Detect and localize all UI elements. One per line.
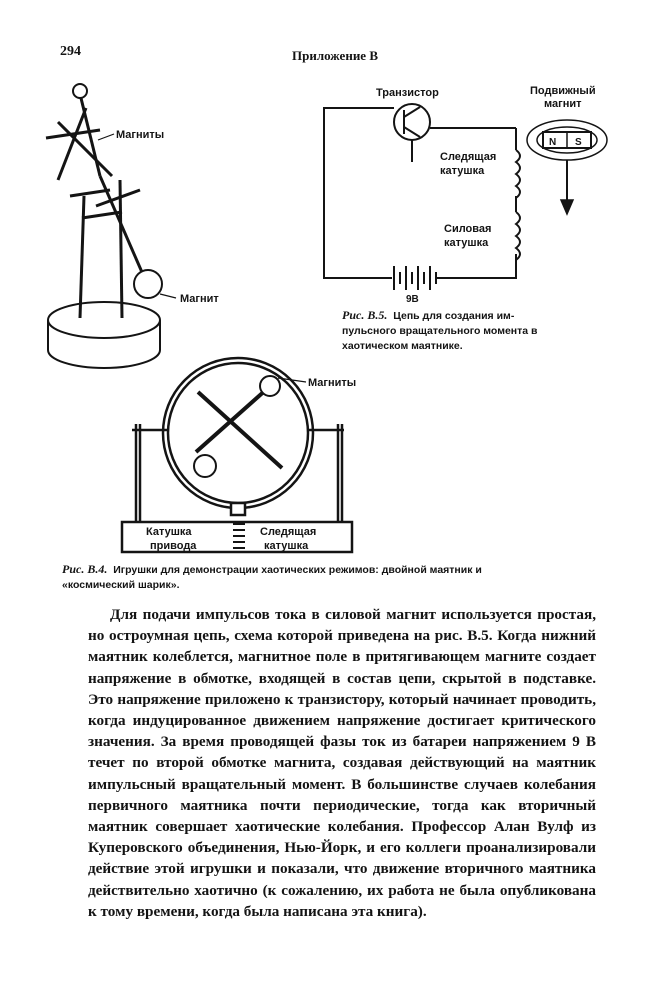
cosmic-ball-ring	[163, 358, 313, 508]
label-tracking-coil-b4-2: катушка	[264, 540, 309, 552]
cosmic-ball-lower-sphere	[194, 455, 216, 477]
label-tracking-coil-2: катушка	[440, 165, 485, 177]
running-head: Приложение В	[292, 48, 378, 63]
label-moving-magnet-2: магнит	[544, 98, 582, 110]
figure-b5-caption-label: Рис. В.5.	[342, 308, 388, 322]
figure-b4-caption-line1: Игрушки для демонстрации хаотических режимов: двойной маятник и	[113, 564, 482, 576]
label-drive-coil-2: привода	[150, 540, 197, 552]
label-moving-magnet-1: Подвижный	[530, 85, 596, 97]
label-power-coil-2: катушка	[444, 237, 489, 249]
label-magnet-bottom: Магнит	[180, 293, 219, 305]
figure-b5-caption-line2: пульсного вращательного момента в	[342, 325, 538, 337]
cosmic-ball-upper-sphere	[260, 376, 280, 396]
label-magnets-ball: Магниты	[308, 377, 357, 389]
body-paragraph: Для подачи импульсов тока в силовой магнит используется простая, но остроумная цепь, схема которой приведена на рис. В.5. Когда нижний маятник колеблется, магнитное поле в притягивающем магните создает напряжение в обмотке, входящей в состав цепи, скрытой в подставке. Это напряжение приложено к транзистору, который начинает проводить, когда индуцированное движением напряжение достигает критического значения. За время проводящей фазы ток из батареи напряжением 9 В течет по второй обмотке магнита, создавая действующий на маятник импульсный вращательный момент. В большинстве случаев колебания первичного маятника почти периодические, тогда как вторичный маятник совершает хаотические колебания. Профессор Алан Вулф из Куперовского объединения, Нью-Йорк, и его коллеги проанализировали действие этой игрушки и показали, что движение вторичного маятника действительно хаотично (к сожалению, их работа не была опубликована к тому времени, когда была написана эта книга).	[88, 606, 596, 920]
figure-b5-caption-line3: хаотическом маятнике.	[342, 340, 463, 352]
label-power-coil-1: Силовая	[444, 223, 492, 235]
label-s-pole: S	[575, 137, 582, 148]
label-transistor: Транзистор	[376, 87, 439, 99]
figure-b5-caption-line1: Цепь для создания им-	[393, 310, 515, 322]
figure-b4-caption-label: Рис. В.4.	[62, 562, 108, 576]
page-number: 294	[60, 44, 81, 59]
label-tracking-coil-b4-1: Следящая	[260, 526, 317, 538]
label-n-pole: N	[549, 137, 557, 148]
label-battery: 9В	[406, 294, 419, 305]
label-magnets-top: Магниты	[116, 129, 165, 141]
label-tracking-coil-1: Следящая	[440, 151, 497, 163]
figure-b4-caption	[62, 562, 592, 593]
label-drive-coil-1: Катушка	[146, 526, 192, 538]
figure-b4-caption-line2: «космический шарик».	[62, 579, 180, 591]
